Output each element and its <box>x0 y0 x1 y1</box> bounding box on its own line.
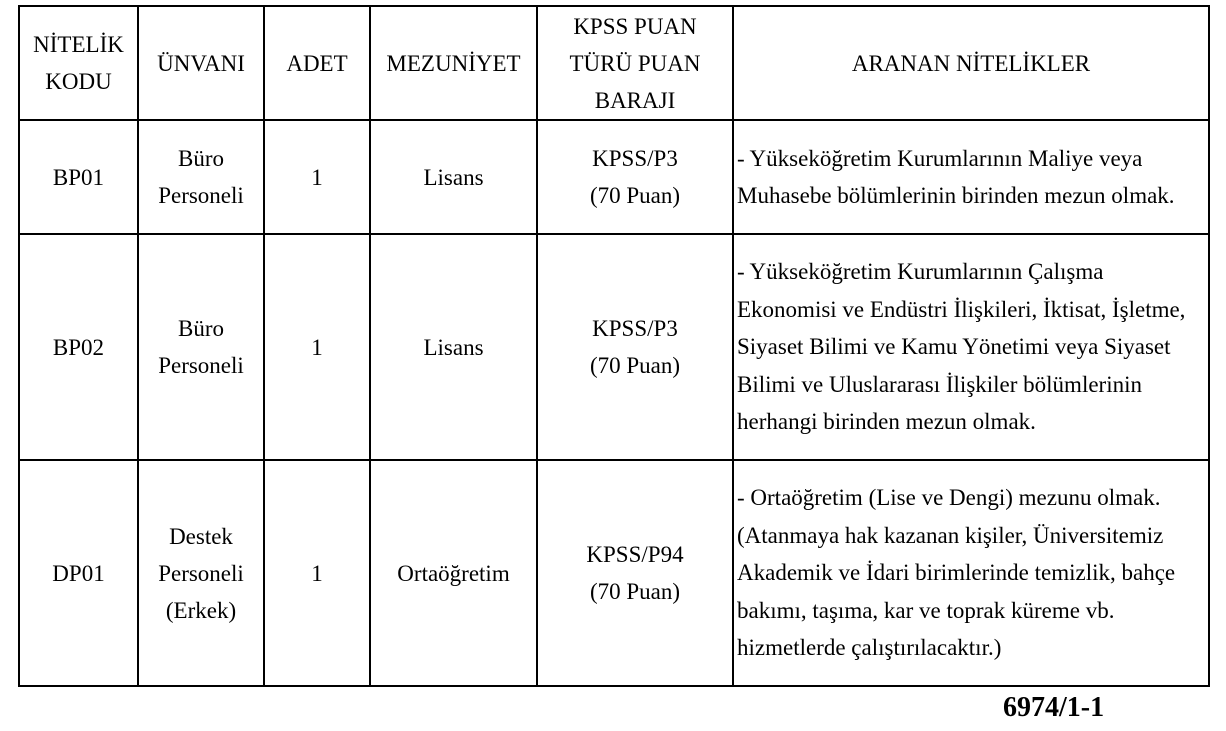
row-kpss-line1: KPSS/P94 <box>586 542 684 567</box>
row-kpss-line1: KPSS/P3 <box>592 146 678 171</box>
positions-table <box>18 5 1210 687</box>
table-row <box>19 234 1209 460</box>
row-code: BP01 <box>19 120 138 234</box>
row-education: Lisans <box>370 120 537 234</box>
row-code: BP02 <box>19 234 138 460</box>
row-title-line2: Personeli <box>158 183 244 208</box>
header-code-line1: NİTELİK <box>33 32 124 57</box>
row-title-line1: Büro <box>178 146 224 171</box>
header-code-line2: KODU <box>45 69 112 94</box>
row-code: DP01 <box>19 460 138 686</box>
header-kpss <box>537 6 733 120</box>
row-requirements: - Yükseköğretim Kurumlarının Maliye veya Muhasebe bölümlerinin birinden mezun olmak. <box>733 120 1209 234</box>
row-title <box>138 234 264 460</box>
row-kpss-line2: (70 Puan) <box>589 579 681 604</box>
row-title-line3: (Erkek) <box>165 597 237 623</box>
row-count: 1 <box>264 460 370 686</box>
row-requirements: - Yükseköğretim Kurumlarının Çalışma Ekonomisi ve Endüstri İlişkileri, İktisat, İşletme, Siyaset Bilimi ve Kamu Yönetimi veya Siyaset Bilimi ve Uluslararası İlişkiler bölümlerinin herhangi birinden mezun olmak. <box>733 234 1209 460</box>
header-requirements: ARANAN NİTELİKLER <box>733 6 1209 120</box>
table-row <box>19 460 1209 686</box>
header-kpss-line1: KPSS PUAN <box>573 13 697 39</box>
row-count: 1 <box>264 234 370 460</box>
row-kpss <box>537 460 733 686</box>
row-title <box>138 120 264 234</box>
row-count: 1 <box>264 120 370 234</box>
header-row <box>19 6 1209 120</box>
row-title-line2: Personeli <box>158 353 244 378</box>
row-title-line1: Destek <box>169 523 233 549</box>
row-kpss <box>537 234 733 460</box>
header-kpss-line3: BARAJI <box>594 87 676 113</box>
header-code <box>19 6 138 120</box>
row-kpss-line1: KPSS/P3 <box>592 316 678 341</box>
table-row <box>19 120 1209 234</box>
row-kpss <box>537 120 733 234</box>
row-title-line1: Büro <box>178 316 224 341</box>
row-kpss-line2: (70 Puan) <box>589 183 681 208</box>
header-kpss-line2: TÜRÜ PUAN <box>569 50 701 76</box>
header-education: MEZUNİYET <box>370 6 537 120</box>
header-title: ÜNVANI <box>138 6 264 120</box>
row-education: Ortaöğretim <box>370 460 537 686</box>
row-title-line2: Personeli <box>158 560 244 586</box>
header-count: ADET <box>264 6 370 120</box>
row-title <box>138 460 264 686</box>
row-requirements: - Ortaöğretim (Lise ve Dengi) mezunu olmak. (Atanmaya hak kazanan kişiler, Üniversitemiz Akademik ve İdari birimlerinde temizlik, bahçe bakımı, taşıma, kar ve toprak küreme vb. hizmetlerde çalıştırılacaktır.) <box>733 460 1209 686</box>
row-education: Lisans <box>370 234 537 460</box>
row-kpss-line2: (70 Puan) <box>589 353 681 378</box>
document-code: 6974/1-1 <box>1003 692 1105 723</box>
